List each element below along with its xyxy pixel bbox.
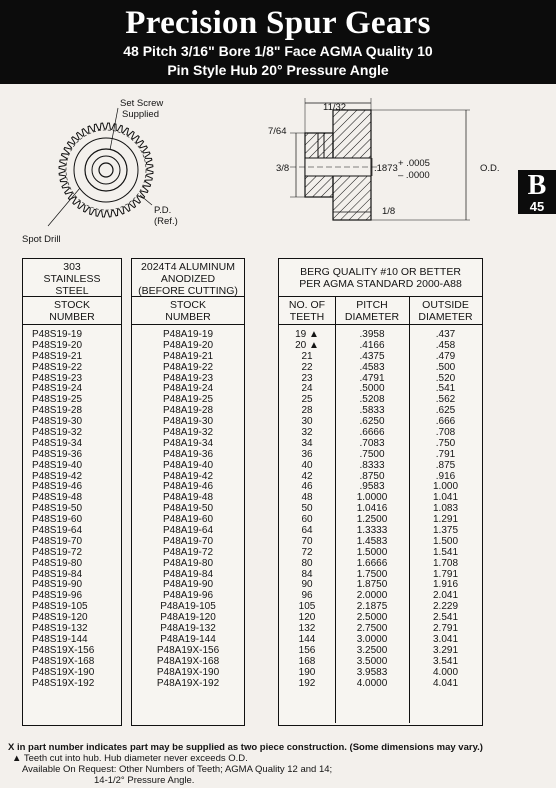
outside-diameter-cell: .791 — [435, 448, 456, 460]
column-header-line: DIAMETER — [418, 311, 473, 323]
teeth-cell: 72 — [301, 546, 313, 558]
stock-number-cell: P48S19-30 — [32, 416, 83, 428]
teeth-cell: 20 ▲ — [295, 339, 319, 351]
outside-diameter-cell: 1.375 — [432, 525, 459, 537]
stock-number-cell: P48A19-80 — [162, 557, 214, 569]
stock-number-cell: P48S19-25 — [32, 394, 83, 406]
outside-diameter-cell: 2.791 — [432, 623, 459, 635]
dim-hub-diameter: 3/8 — [276, 163, 290, 174]
stock-number-cell: P48A19-20 — [162, 339, 214, 351]
pitch-diameter-cell: .6250 — [359, 416, 385, 428]
stock-number-cell: P48S19-70 — [32, 535, 83, 547]
pitch-diameter-cell: 1.0416 — [356, 503, 388, 515]
stock-number-cell: P48A19-64 — [162, 525, 214, 537]
outside-diameter-cell: 4.000 — [432, 666, 459, 678]
stock-number-cell: P48S19-22 — [32, 361, 83, 373]
label-set-screw: Set Screw — [120, 98, 164, 109]
label-supplied: Supplied — [122, 109, 159, 120]
stock-number-list — [132, 325, 244, 689]
pitch-diameter-cell: .7500 — [359, 448, 385, 460]
pitch-diameter-cell: .4166 — [359, 339, 385, 351]
stock-number-cell: P48S19-64 — [32, 525, 83, 537]
stock-number-cell: P48A19-24 — [162, 383, 214, 395]
outside-column — [409, 297, 482, 723]
material-line: ANODIZED — [160, 273, 216, 285]
stock-number-cell: P48S19X-192 — [32, 677, 95, 689]
label-pd: P.D. — [154, 205, 172, 216]
outside-diameter-cell: .666 — [435, 416, 456, 428]
material-line: STEEL — [55, 285, 89, 297]
outside-diameter-cell: 3.041 — [432, 633, 459, 645]
stock-number-cell: P48A19-19 — [162, 329, 214, 340]
material-header — [23, 259, 121, 297]
teeth-cell: 30 — [301, 416, 313, 428]
teeth-cell: 50 — [301, 503, 313, 515]
pitch-diameter-cell: .5000 — [359, 383, 385, 395]
pitch-diameter-cell: 2.0000 — [356, 590, 388, 602]
stock-number-cell: P48S19-60 — [32, 514, 83, 526]
column-header-outside — [409, 297, 482, 325]
pitch-diameter-cell: 3.9583 — [356, 666, 388, 678]
label-spot-drill: Spot Drill — [22, 234, 61, 245]
stock-number-cell: P48S19-23 — [32, 372, 83, 384]
outside-diameter-cell: 3.541 — [432, 655, 459, 667]
pitch-diameter-cell: 1.4583 — [356, 535, 388, 547]
gear-front-view — [48, 108, 153, 226]
outside-diameter-cell: 1.083 — [432, 503, 459, 515]
pitch-diameter-cell: 1.3333 — [356, 525, 388, 537]
material-line: 303 — [63, 261, 81, 273]
gear-teeth-outline — [59, 123, 153, 217]
pitch-diameter-cell: 3.0000 — [356, 633, 388, 645]
stock-number-cell: P48A19-22 — [162, 361, 214, 373]
teeth-cell: 60 — [301, 514, 313, 526]
gear-diagram — [0, 90, 520, 250]
stock-number-cell: P48A19-21 — [162, 350, 214, 362]
pitch-diameter-cell: 2.7500 — [356, 623, 388, 635]
teeth-cell: 36 — [301, 448, 313, 460]
column-header-line: DIAMETER — [344, 311, 400, 323]
outside-diameter-cell: 1.291 — [432, 514, 459, 526]
label-ref: (Ref.) — [154, 216, 178, 227]
material-line: STAINLESS — [43, 273, 101, 285]
dim-face-width: 1/8 — [382, 206, 396, 217]
teeth-cell: 144 — [298, 633, 316, 645]
teeth-cell: 46 — [301, 481, 313, 493]
material-line: 2024T4 ALUMINUM — [141, 261, 235, 273]
teeth-cell: 22 — [301, 361, 313, 373]
stock-number-cell: P48S19-36 — [32, 448, 83, 460]
teeth-column — [279, 297, 336, 723]
outside-diameter-cell: .875 — [435, 459, 456, 471]
pitch-list — [335, 325, 409, 689]
teeth-cell: 24 — [301, 383, 313, 395]
table-aluminum — [131, 258, 245, 726]
stock-number-cell: P48A19-48 — [162, 492, 214, 504]
column-header-line: NUMBER — [165, 311, 211, 323]
outside-diameter-cell: 1.541 — [432, 546, 459, 558]
table-stainless-steel — [22, 258, 122, 726]
outside-diameter-cell: .458 — [435, 339, 456, 351]
pitch-diameter-cell: .4791 — [359, 372, 385, 384]
column-header-line: NO. OF — [288, 299, 326, 311]
column-header-teeth — [279, 297, 335, 325]
stock-number-cell: P48A19-120 — [160, 612, 216, 624]
outside-diameter-cell: 1.041 — [432, 492, 459, 504]
tolerance-minus: – .0000 — [398, 170, 430, 181]
pitch-diameter-cell: 3.2500 — [356, 644, 388, 656]
stock-number-cell: P48S19-21 — [32, 350, 83, 362]
stock-number-cell: P48S19-42 — [32, 470, 83, 482]
pitch-diameter-cell: .3958 — [359, 329, 385, 340]
stock-number-cell: P48S19-90 — [32, 579, 83, 591]
outside-diameter-cell: 1.916 — [432, 579, 459, 591]
stock-number-cell: P48A19-28 — [162, 405, 214, 417]
footnote-x: X in part number indicates part may be supplied as two piece construction. (Some dimensions may vary.) — [8, 742, 483, 753]
stock-number-cell: P48S19-48 — [32, 492, 83, 504]
teeth-cell: 80 — [301, 557, 313, 569]
stock-number-cell: P48A19X-156 — [156, 644, 220, 656]
column-header-line: STOCK — [54, 299, 90, 311]
outside-diameter-cell: .437 — [435, 329, 456, 340]
dimension-grid — [279, 297, 482, 723]
stock-number-cell: P48S19-24 — [32, 383, 83, 395]
column-header-stock-number — [23, 297, 121, 325]
pitch-diameter-cell: .4583 — [359, 361, 385, 373]
stock-number-cell: P48S19-40 — [32, 459, 83, 471]
stock-number-cell: P48A19-144 — [160, 633, 216, 645]
section-tab — [518, 170, 556, 214]
outside-diameter-cell: 1.708 — [432, 557, 459, 569]
pitch-diameter-cell: .7083 — [359, 437, 385, 449]
outside-diameter-cell: 3.291 — [432, 644, 459, 656]
stock-number-cell: P48S19X-168 — [32, 655, 95, 667]
outside-diameter-cell: .541 — [435, 383, 456, 395]
column-header-line: OUTSIDE — [422, 299, 469, 311]
stock-number-cell: P48A19-60 — [162, 514, 214, 526]
page-title: Precision Spur Gears — [125, 5, 431, 41]
outside-diameter-cell: .520 — [435, 372, 456, 384]
pitch-diameter-cell: .6666 — [359, 427, 385, 439]
outside-list — [409, 325, 482, 689]
pitch-diameter-cell: .4375 — [359, 350, 385, 362]
dim-outside-diameter: O.D. — [480, 163, 500, 174]
pitch-diameter-cell: 4.0000 — [356, 677, 388, 689]
column-header-line: PITCH — [356, 299, 388, 311]
stock-number-cell: P48S19-28 — [32, 405, 83, 417]
stock-number-cell: P48S19-80 — [32, 557, 83, 569]
teeth-cell: 23 — [301, 372, 313, 384]
outside-diameter-cell: .708 — [435, 427, 456, 439]
quality-header — [279, 259, 482, 297]
stock-number-cell: P48A19-40 — [162, 459, 214, 471]
stock-number-cell: P48A19-72 — [162, 546, 214, 558]
stock-number-cell: P48A19-32 — [162, 427, 214, 439]
footnote-request: Available On Request: Other Numbers of Teeth; AGMA Quality 12 and 14; — [22, 764, 333, 775]
footnote-teeth: ▲ Teeth cut into hub. Hub diameter never exceeds O.D. — [12, 753, 248, 764]
column-header-line: STOCK — [170, 299, 206, 311]
stock-number-cell: P48S19-72 — [32, 546, 83, 558]
outside-diameter-cell: 2.541 — [432, 612, 459, 624]
stock-number-cell: P48A19-84 — [162, 568, 214, 580]
stock-number-cell: P48S19-50 — [32, 503, 83, 515]
outside-diameter-cell: .916 — [435, 470, 456, 482]
outside-diameter-cell: 2.229 — [432, 601, 459, 613]
outside-diameter-cell: .625 — [435, 405, 456, 417]
outside-diameter-cell: .750 — [435, 437, 456, 449]
outside-diameter-cell: 1.791 — [432, 568, 459, 580]
pitch-diameter-cell: .8333 — [359, 459, 385, 471]
teeth-cell: 120 — [298, 612, 316, 624]
stock-number-cell: P48A19-132 — [160, 623, 216, 635]
teeth-cell: 190 — [298, 666, 316, 678]
gear-section-view — [290, 98, 470, 220]
teeth-cell: 105 — [298, 601, 316, 613]
outside-diameter-cell: 1.000 — [432, 481, 459, 493]
stock-number-cell: P48A19-23 — [162, 372, 214, 384]
teeth-cell: 42 — [301, 470, 313, 482]
outside-diameter-cell: .562 — [435, 394, 456, 406]
stock-number-cell: P48S19-96 — [32, 590, 83, 602]
column-header-line: NUMBER — [49, 311, 95, 323]
stock-number-cell: P48A19-42 — [162, 470, 214, 482]
quality-line: PER AGMA STANDARD 2000-A88 — [299, 278, 462, 290]
outside-diameter-cell: .479 — [435, 350, 456, 362]
dim-overall-length: 11/32 — [323, 102, 347, 113]
footnote-request-cont: 14-1/2° Pressure Angle. — [94, 775, 195, 786]
pitch-diameter-cell: 1.7500 — [356, 568, 388, 580]
tolerance-plus: + .0005 — [398, 158, 430, 169]
teeth-cell: 156 — [298, 644, 316, 656]
pitch-column — [335, 297, 410, 723]
outside-diameter-cell: 2.041 — [432, 590, 459, 602]
pitch-diameter-cell: 1.0000 — [356, 492, 388, 504]
table-berg-dimensions — [278, 258, 483, 726]
teeth-cell: 70 — [301, 535, 313, 547]
stock-number-cell: P48A19-36 — [162, 448, 214, 460]
stock-number-cell: P48S19-144 — [32, 633, 88, 645]
stock-number-cell: P48S19-46 — [32, 481, 83, 493]
stock-number-cell: P48A19-96 — [162, 590, 214, 602]
teeth-cell: 34 — [301, 437, 313, 449]
pitch-diameter-cell: 2.5000 — [356, 612, 388, 624]
stock-number-cell: P48A19-50 — [162, 503, 214, 515]
footnotes — [8, 742, 553, 786]
quality-line: BERG QUALITY #10 OR BETTER — [300, 266, 461, 278]
spec-line-1: 48 Pitch 3/16" Bore 1/8" Face AGMA Quality 10 — [123, 43, 433, 59]
pitch-diameter-cell: 1.6666 — [356, 557, 388, 569]
stock-number-cell: P48S19-34 — [32, 437, 83, 449]
teeth-cell: 132 — [298, 623, 316, 635]
stock-number-cell: P48S19X-156 — [32, 644, 95, 656]
outside-diameter-cell: .500 — [435, 361, 456, 373]
pitch-diameter-cell: 2.1875 — [356, 601, 388, 613]
stock-number-cell: P48A19X-190 — [156, 666, 220, 678]
teeth-cell: 21 — [301, 350, 313, 362]
pitch-diameter-cell: 1.2500 — [356, 514, 388, 526]
stock-number-cell: P48A19X-168 — [156, 655, 220, 667]
teeth-cell: 192 — [298, 677, 316, 689]
teeth-cell: 64 — [301, 525, 313, 537]
stock-number-cell: P48A19-90 — [162, 579, 214, 591]
column-header-pitch — [335, 297, 409, 325]
outside-diameter-cell: 4.041 — [432, 677, 459, 689]
teeth-cell: 25 — [301, 394, 313, 406]
stock-number-cell: P48S19-84 — [32, 568, 83, 580]
stock-number-cell: P48S19-19 — [32, 329, 83, 340]
stock-number-cell: P48A19-46 — [162, 481, 214, 493]
stock-number-cell: P48A19-70 — [162, 535, 214, 547]
pitch-diameter-cell: 1.5000 — [356, 546, 388, 558]
stock-number-cell: P48S19X-190 — [32, 666, 95, 678]
teeth-cell: 32 — [301, 427, 313, 439]
stock-number-cell: P48S19-20 — [32, 339, 83, 351]
section-letter: B — [527, 170, 547, 201]
teeth-cell: 19 ▲ — [295, 329, 319, 340]
teeth-cell: 90 — [301, 579, 313, 591]
column-header-stock-number — [132, 297, 244, 325]
pitch-diameter-cell: .5208 — [359, 394, 385, 406]
spec-line-2: Pin Style Hub 20° Pressure Angle — [167, 62, 389, 78]
teeth-cell: 28 — [301, 405, 313, 417]
pitch-diameter-cell: .9583 — [359, 481, 385, 493]
stock-number-cell: P48S19-132 — [32, 623, 88, 635]
page-number: 45 — [529, 199, 545, 214]
outside-diameter-cell: 1.500 — [432, 535, 459, 547]
stock-number-cell: P48A19-34 — [162, 437, 214, 449]
dim-hub-offset: 7/64 — [268, 126, 287, 137]
teeth-cell: 84 — [301, 568, 313, 580]
teeth-cell: 168 — [298, 655, 316, 667]
pitch-diameter-cell: .5833 — [359, 405, 385, 417]
stock-number-cell: P48S19-105 — [32, 601, 88, 613]
teeth-list — [279, 325, 335, 689]
teeth-cell: 96 — [301, 590, 313, 602]
teeth-cell: 40 — [301, 459, 313, 471]
stock-number-cell: P48S19-120 — [32, 612, 88, 624]
stock-number-cell: P48S19-32 — [32, 427, 83, 439]
stock-number-list — [23, 325, 121, 689]
pitch-diameter-cell: .8750 — [359, 470, 385, 482]
dim-bore: .1873 — [374, 163, 398, 174]
stock-number-cell: P48A19X-192 — [156, 677, 220, 689]
material-line: (BEFORE CUTTING) — [138, 285, 238, 297]
stock-number-cell: P48A19-105 — [160, 601, 216, 613]
stock-number-cell: P48A19-30 — [162, 416, 214, 428]
material-header — [132, 259, 244, 297]
pitch-diameter-cell: 3.5000 — [356, 655, 388, 667]
teeth-cell: 48 — [301, 492, 313, 504]
pitch-diameter-cell: 1.8750 — [356, 579, 388, 591]
stock-number-cell: P48A19-25 — [162, 394, 214, 406]
column-header-line: TEETH — [289, 311, 325, 323]
header-banner — [0, 0, 556, 84]
